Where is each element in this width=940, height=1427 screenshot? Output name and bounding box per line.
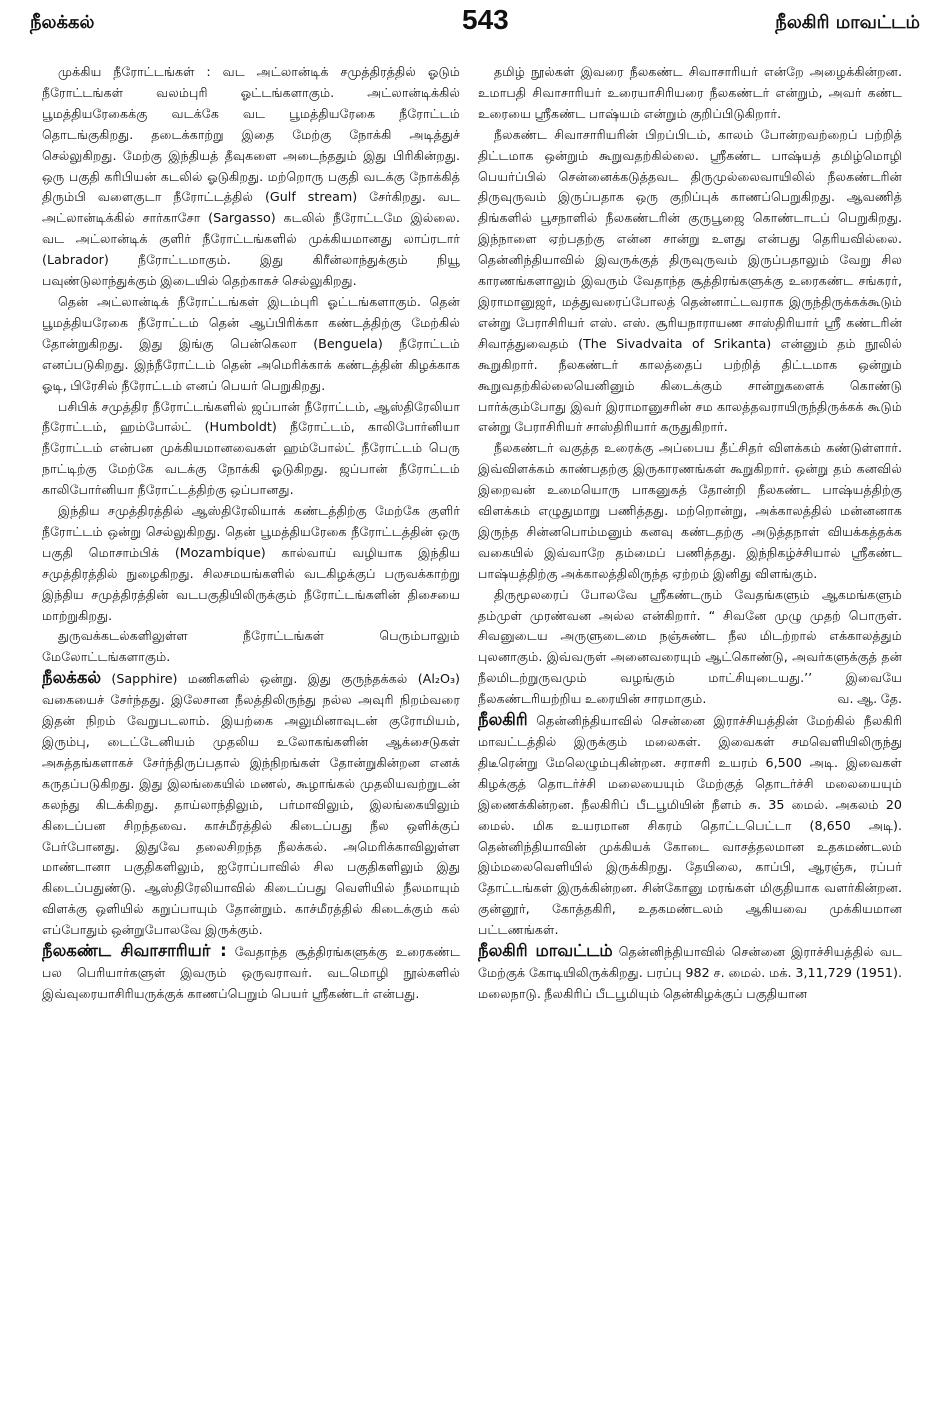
entry-headword: நீலகிரி (478, 710, 528, 730)
paragraph-continued: தமிழ் நூல்கள் இவரை நீலகண்ட சிவாசாரியர் என்றே அழைக்கின்றன. உமாபதி சிவாசாரியர் உரையாசிரியரை நீலகண்டர் என்றும், அவர் கண்ட உரையை ஸ்ரீகண்ட பாஷ்யம் என்றும் குறிப்பிடுகிறார். (478, 64, 902, 121)
page-header (22, 4, 920, 48)
entry-nilgiri-district (478, 941, 902, 1005)
entry-body: தென்னிந்தியாவில் சென்னை இராச்சியத்தின் மேற்கில் நீலகிரி மாவட்டத்தில் இருக்கும் மலைகள். இவைகள் சமவெளியிலிருந்து திடீரென்று மேலெழும்புகின்றன. சராசரி உயரம் 6,500 அடி. இவைகள் கிழக்குத் தொடர்ச்சி மலையையும் மேற்குத் தொடர்ச்சி மலையையும் இணைக்கின்றன. நீலகிரிப் பீடபூமியின் நீளம் சு. 35 மைல். அகலம் 20 மைல். மிக உயரமான சிகரம் தொட்டபெட்டா (8,650 அடி). தென்னிந்தியாவின் முக்கியக் கோடை வாசத்தலமான உதகமண்டலம் இம்மலைவெளியில் இருக்கிறது. தேயிலை, காப்பி, ஆரஞ்சு, ரப்பர் தோட்டங்கள் இருக்கின்றன. சின்கோனு மரங்கள் மிகுதியாக வளர்கின்றன. குன்னூர், கோத்தகிரி, உதகமண்டலம் ஆகியவை முக்கியமான பட்டணங்கள். (478, 713, 902, 938)
paragraph-south-atlantic: தென் அட்லான்டிக் நீரோட்டங்கள் இடம்புரி ஓட்டங்களாகும். தென் பூமத்தியரேகை நீரோட்டம் தென் ஆப்பிரிக்கா கண்டத்திற்கு மேற்கில் தோன்றுகிறது. இது இங்கு பென்கெலா (Benguela) நீரோட்டம் எனப்படுகிறது. இந்நீரோட்டம் தென் அமெரிக்காக் கண்டத்தின் கிழக்காக ஓடி, பிரேசில் நீரோட்டம் எனப் பெயர் பெறுகிறது. (42, 293, 460, 393)
entry-body: (Sapphire) மணிகளில் ஒன்று. இது குருந்தக்கல் (Al₂O₃) வகையைச் சேர்ந்தது. இலேசான நீலத்திலிருந்து நல்ல அவுரி நிறம்வரை இதன் நிறம் வேறுபடலாம். இயற்கை அலுமினாவுடன் குரோமியம், இரும்பு, டைட்டேனியம் முதலிய உலோகங்களின் ஆக்சைடுகள் அசுத்தங்களாகச் சேர்ந்திருப்பதால் இந்நிறங்கள் தோன்றுகின்றன எனக் கருதப்படுகிறது. இது இலங்கையில் மணல், கூழாங்கல் முதலியவற்றுடன் கலந்து கிடக்கிறது. தாய்லாந்திலும், பர்மாவிலும், இலங்கையிலும் கிடைப்பன சிறந்தவை. காச்மீரத்தில் கிடைப்பது நீல ஒளிக்குப் பேர்போனது. இதுவே தலைசிறந்த நீலக்கல். அமெரிக்காவிலுள்ள மாண்டானா பகுதிகளிலும், ஐரோப்பாவில் சில பகுதிகளிலும் இது கிடைப்பதுண்டு. ஆஸ்திரேலியாவில் கிடைப்பது வெளியில் நீலமாயும் விளக்கு ஒளியில் கறுப்பாயும் தோன்றும். காச்மீரத்தில் கிடைக்கும் கல் எப்போதும் ஒன்றுபோலவே இருக்கும். (42, 671, 460, 938)
paragraph-doctrine (478, 585, 902, 710)
page-number: 543 (462, 4, 509, 35)
doctrine-text: திருமூலரைப் போலவே ஸ்ரீகண்டரும் வேதங்களும் ஆகமங்களும் தம்முள் முரண்வன அல்ல என்கிறார். “ சிவனே முழு முதற் பொருள். சிவனுடைய அருளுடைமை நஞ்சுண்ட நீல மிடற்றால் எக்காலத்தும் புலனாகும். இவ்வருள் அனைவரையும் ஆட்கொண்டு, அவர்களுக்குத் தன் நீலமிடற்றுருவமும் வழங்கும் மாட்சியுடையது.’’ இவையே நீலகண்டரியற்றிய உரையின் சாரமாகும். (478, 586, 902, 707)
entry-neelakanta (42, 941, 460, 1005)
right-column (478, 62, 902, 1372)
author-signature: வ. ஆ. தே. (837, 691, 902, 707)
entry-nilgiri (478, 710, 902, 941)
entry-sapphire (42, 668, 460, 941)
entry-headword: நீலக்கல் (42, 668, 102, 688)
running-head-right: நீலகிரி மாவட்டம் (775, 12, 920, 33)
paragraph-pacific: பசிபிக் சமுத்திர நீரோட்டங்களில் ஜப்பான் நீரோட்டம், ஆஸ்திரேலியா நீரோட்டம், ஹம்போல்ட் (Humboldt) நீரோட்டம், காலிபோர்னியா நீரோட்டம் என்பன முக்கியமானவைகள் ஹம்போல்ட் நீரோட்டம் பெரு நாட்டிற்கு மேற்கே வடக்கு நோக்கி ஓடுகிறது. ஜப்பான் நீரோட்டம் காலிபோர்னியா நீரோட்டத்திற்கு ஒப்பானது. (42, 398, 460, 498)
paragraph-main-currents: முக்கிய நீரோட்டங்கள் : வட அட்லான்டிக் சமுத்திரத்தில் ஓடும் நீரோட்டங்கள் வலம்புரி ஓட்டங்களாகும். அட்லான்டிக்கில் பூமத்தியரேகைக்கு வடக்கே வட பூமத்தியரேகை நீரோட்டம் தொடங்குகிறது. தடைக்காற்று இதை மேற்கு நோக்கி அடித்துச் செல்லுகிறது. மேற்கு இந்தியத் தீவுகளை அடைந்ததும் இது பிரிகின்றது. ஒரு பகுதி கரிபியன் கடலில் ஓடுகிறது. மற்றொரு பகுதி வடக்கு நோக்கித் திரும்பி வளைகுடா நீரோட்டத்தில் (Gulf stream) சேர்கிறது. வட அட்லான்டிக்கில் சார்காசோ (Sargasso) கடலில் நீரோட்டமே இல்லை. வட அட்லான்டிக் குளிர் நீரோட்டங்களில் முக்கியமானது லாப்ரடார் (Labrador) நீரோட்டமாகும். இது கிரீன்லாந்துக்கும் நியூ பவுண்டுலாந்துக்கும் இடையில் தெற்காகச் செல்லுகிறது. (42, 64, 460, 289)
paragraph-polar: துருவக்கடல்களிலுள்ள நீரோட்டங்கள் பெரும்பாலும் மேலோட்டங்களாகும். (42, 628, 460, 665)
entry-headword: நீலகிரி மாவட்டம் (478, 941, 613, 961)
running-head-left: நீலக்கல் (30, 12, 95, 33)
paragraph-indian-ocean: இந்திய சமுத்திரத்தில் ஆஸ்திரேலியாக் கண்டத்திற்கு மேற்கே குளிர் நீரோட்டம் ஒன்று செல்லுகிறது. தென் பூமத்தியரேகை நீரோட்டத்தின் ஒரு பகுதி மொசாம்பிக் (Mozambique) கால்வாய் வழியாக இந்திய சமுத்திரத்தில் நுழைகிறது. சிலசமயங்களில் வடகிழக்குப் பருவக்காற்று இந்திய சமுத்திரத்தின் வடபகுதியிலிருக்கும் நீரோட்டங்களின் திசையை மாற்றுகிறது. (42, 503, 460, 623)
entry-body: தென்னிந்தியாவில் சென்னை இராச்சியத்தில் வட மேற்குக் கோடியிலிருக்கிறது. பரப்பு 982 ச. மைல். மக். 3,11,729 (1951). மலைநாடு. நீலகிரிப் பீடபூமியும் தென்கிழக்குப் பகுதியான (478, 944, 902, 1001)
entry-headword: நீலகண்ட சிவாசாரியர் : (42, 941, 227, 961)
entry-body: வேதாந்த சூத்திரங்களுக்கு உரைகண்ட பல பெரியார்களுள் இவரும் ஒருவராவர். வடமொழி நூல்களில் இவ்வுரையாசிரியருக்குக் காணப்பெறும் பெயர் ஸ்ரீகண்டர் என்பது. (42, 944, 460, 1001)
paragraph-birthplace: நீலகண்ட சிவாசாரியரின் பிறப்பிடம், காலம் போன்றவற்றைப் பற்றித் திட்டமாக ஒன்றும் கூறுவதற்கில்லை. ஸ்ரீகண்ட பாஷ்யத் தமிழ்மொழி பெயர்ப்பில் சென்னைக்கடுத்தவட திருமுல்லைவாயிலில் நீலகண்டரின் திருவுருவம் இருப்பதாக ஒரு குறிப்புக் காணப்பெறுகிறது. ஆவணித் திங்களில் பூசநாளில் நீலகண்டரின் குருபூஜை கொண்டாடப் பெறுகிறது. இந்நாளை ஏற்பதற்கு என்ன சான்று உளது என்பது தெரியவில்லை. தென்னிந்தியாவில் இவருக்குத் திருவுருவம் இருப்பதாலும் வேறு சில காரணங்களாலும் இவரும் வேதாந்த சூத்திரங்களுக்கு உரைகண்ட சங்கரர், இராமானுஜர், மத்துவரைப்போலத் தென்னாட்டவராக இருந்திருக்கக்கூடும் என்று பேராசிரியர் எஸ். எஸ். சூரியநாராயண சாஸ்திரியார் ஸ்ரீ கண்டரின் சிவாத்துவைதம் (The Sivadvaita of Srikanta) என்னும் தம் நூலில் கூறுகிறார். நீலகண்டர் காலத்தைப் பற்றித் திட்டமாக ஒன்றும் கூறுவதற்கில்லையெனினும் கிடைக்கும் சான்றுகளைக் கொண்டு பார்க்கும்போது இவர் இராமானுசரின் சம காலத்தவராயிருந்திருக்கக் கூடும் என்று பேராசிரியர் சாஸ்திரியார் கருதுகிறார். (478, 126, 902, 435)
left-column (42, 62, 460, 1372)
paragraph-commentary: நீலகண்டர் வகுத்த உரைக்கு அப்பைய தீட்சிதர் விளக்கம் கண்டுள்ளார். இவ்விளக்கம் காண்பதற்கு இருகாரணங்கள் கூறுகிறார். ஒன்று தம் கனவில் இறைவன் உமையொரு பாகனுகத் தோன்றி நீலகண்ட பாஷ்யத்திற்கு விளக்கம் எழுதுமாறு பணித்தது. மற்றொன்று, அக்காலத்தில் மன்னனாக இருந்த சின்னபொம்மனும் கனவு கண்டதற்கு அடுத்தநாள் வியக்கத்தக்க வகையில் இவ்வாறே தம்மைப் பணித்தது. இந்நிகழ்ச்சியால் ஸ்ரீகண்ட பாஷ்யத்திற்கு அக்காலத்திலிருந்த ஏற்றம் இனிது விளங்கும். (478, 440, 902, 581)
